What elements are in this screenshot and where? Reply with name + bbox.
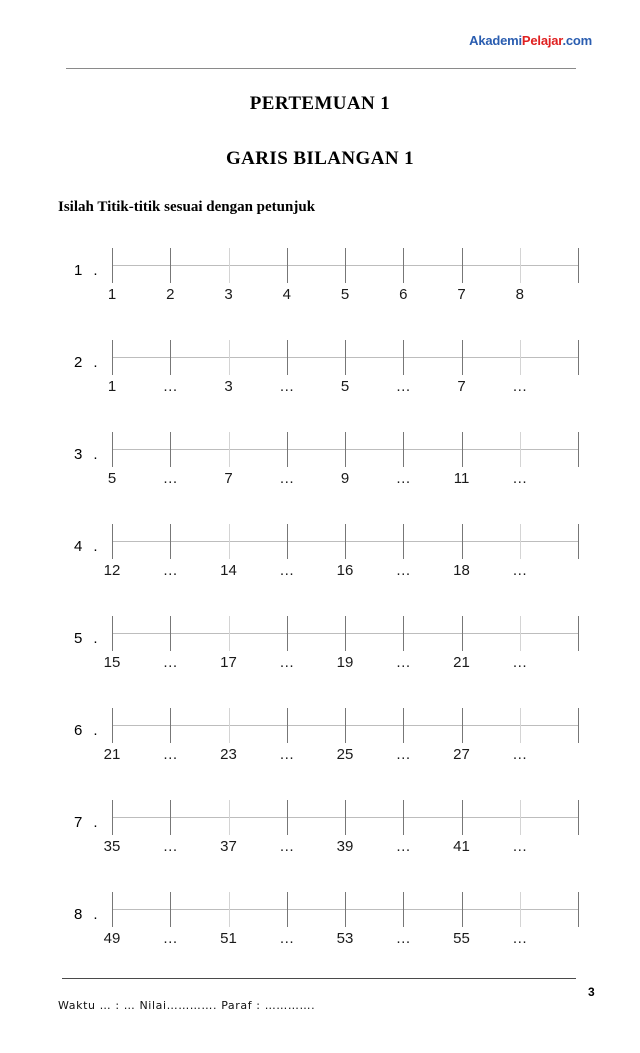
tick-mark [462,248,463,283]
tick-mark [112,432,113,467]
tick-mark [578,248,579,283]
exercise-number-value: 6 [74,722,83,739]
footer-note: Waktu … : … Nilai…………. Paraf : …………. [58,999,316,1012]
tick-mark [578,800,579,835]
tick-label-blank[interactable]: … [279,930,295,947]
tick-mark [462,340,463,375]
exercise-number-value: 5 [74,630,83,647]
exercise-number-value: 3 [74,446,83,463]
tick-mark [229,800,230,835]
tick-mark [229,616,230,651]
tick-mark [403,708,404,743]
tick-mark [229,892,230,927]
logo-part-akademi: Akademi [469,33,522,48]
tick-label: 27 [453,746,470,763]
logo-part-domain: .com [562,33,592,48]
tick-mark [287,892,288,927]
exercise-row [0,516,640,608]
tick-label: 7 [457,378,466,395]
tick-mark [345,892,346,927]
exercise-row [0,700,640,792]
exercise-number [74,906,114,923]
page-number: 3 [588,985,595,999]
instruction-text: Isilah Titik-titik sesuai dengan petunjuk [58,199,316,215]
tick-mark [287,616,288,651]
exercise-row [0,424,640,516]
tick-mark [170,248,171,283]
exercise-number [74,354,114,371]
tick-label: 3 [224,286,233,303]
site-logo [469,33,592,48]
page-title: PERTEMUAN 1 [249,93,391,114]
tick-label-blank[interactable]: … [162,746,178,763]
tick-label-blank[interactable]: … [162,838,178,855]
logo-part-pelajar: Pelajar [521,33,563,48]
tick-mark [287,708,288,743]
tick-label-blank[interactable]: … [512,746,528,763]
tick-label: 14 [220,562,237,579]
tick-label: 11 [453,470,470,487]
tick-label: 15 [103,654,121,671]
tick-label: 6 [399,286,408,303]
tick-mark [170,892,171,927]
tick-mark [112,340,113,375]
tick-label: 1 [107,286,117,303]
tick-mark [462,616,463,651]
tick-mark [345,708,346,743]
tick-mark [345,800,346,835]
exercise-row [0,608,640,700]
tick-mark [578,524,579,559]
number-line [107,240,578,332]
page-subtitle: GARIS BILANGAN 1 [226,148,414,169]
tick-mark [170,524,171,559]
exercise-number-dot: . [93,538,98,555]
tick-mark [520,524,521,559]
tick-label-blank[interactable]: … [512,378,528,395]
tick-label: 35 [103,838,121,855]
exercise-number-value: 2 [74,354,83,371]
number-line [103,608,578,700]
exercise-number [74,538,114,555]
exercise-number-value: 4 [74,538,83,555]
tick-mark [345,432,346,467]
tick-label: 39 [336,838,354,855]
tick-label: 41 [453,838,470,855]
exercise-number-dot: . [93,630,98,647]
tick-mark [520,340,521,375]
number-line [107,424,578,516]
tick-label: 12 [103,562,121,579]
tick-mark [112,892,113,927]
tick-label: 18 [453,562,470,579]
tick-label: 3 [224,378,233,395]
exercise-number-value: 1 [74,262,83,279]
tick-mark [578,616,579,651]
tick-mark [520,708,521,743]
exercise-number-dot: . [93,722,98,739]
exercise-number [74,446,114,463]
tick-mark [170,616,171,651]
tick-label-blank[interactable]: … [512,654,528,671]
tick-mark [229,524,230,559]
tick-mark [403,340,404,375]
exercise-number [74,814,114,831]
tick-label: 21 [453,654,470,671]
header-divider [66,68,576,69]
tick-label: 21 [103,746,121,763]
tick-label-blank[interactable]: … [279,746,295,763]
tick-label-blank[interactable]: … [512,562,528,579]
tick-label-blank[interactable]: … [512,930,528,947]
tick-label-blank[interactable]: … [395,378,411,395]
tick-mark [345,524,346,559]
tick-mark [229,432,230,467]
exercise-row [0,240,640,332]
tick-label: 5 [107,470,117,487]
tick-label: 2 [166,286,175,303]
tick-label: 9 [340,470,350,487]
tick-mark [287,524,288,559]
exercise-number [74,722,114,739]
tick-label: 19 [336,654,354,671]
tick-mark [520,432,521,467]
exercise-row [0,884,640,976]
exercise-number-value: 7 [74,814,83,831]
tick-mark [112,248,113,283]
exercise-number-dot: . [93,814,98,831]
tick-mark [520,616,521,651]
tick-label-blank[interactable]: … [162,654,178,671]
tick-label-blank[interactable]: … [162,470,178,487]
tick-label-blank[interactable]: … [395,930,411,947]
tick-label-blank[interactable]: … [395,654,411,671]
tick-mark [287,340,288,375]
tick-mark [170,432,171,467]
exercise-number [74,262,114,279]
tick-mark [520,248,521,283]
tick-mark [578,892,579,927]
tick-label-blank[interactable]: … [512,470,528,487]
number-line [103,700,578,792]
tick-mark [462,708,463,743]
tick-mark [170,708,171,743]
exercise-number [74,630,114,647]
number-line [107,332,578,424]
exercise-list [0,240,640,976]
tick-label: 51 [220,930,237,947]
number-line [103,884,578,976]
tick-label-blank[interactable]: … [279,838,295,855]
tick-mark [345,340,346,375]
exercise-number-dot: . [93,354,98,371]
tick-mark [170,800,171,835]
tick-mark [462,800,463,835]
exercise-number-dot: . [93,262,98,279]
tick-mark [578,708,579,743]
tick-mark [520,892,521,927]
tick-label-blank[interactable]: … [162,378,178,395]
tick-label-blank[interactable]: … [279,562,295,579]
tick-mark [287,800,288,835]
tick-label: 5 [340,378,350,395]
tick-mark [403,432,404,467]
tick-label-blank[interactable]: … [162,930,178,947]
tick-label-blank[interactable]: … [395,562,411,579]
exercise-number-value: 8 [74,906,83,923]
exercise-number-dot: . [93,446,98,463]
tick-mark [112,800,113,835]
tick-mark [403,800,404,835]
tick-mark [403,524,404,559]
tick-label-blank[interactable]: … [512,838,528,855]
tick-mark [229,340,230,375]
tick-mark [462,892,463,927]
tick-mark [112,708,113,743]
tick-label: 49 [103,930,121,947]
tick-mark [403,892,404,927]
tick-mark [287,248,288,283]
tick-mark [287,432,288,467]
tick-mark [403,248,404,283]
tick-label: 5 [340,286,350,303]
tick-label: 7 [457,286,466,303]
tick-mark [462,524,463,559]
tick-label: 17 [220,654,237,671]
tick-label-blank[interactable]: … [162,562,178,579]
tick-label: 8 [515,286,524,303]
tick-label: 16 [336,562,354,579]
tick-mark [578,340,579,375]
tick-label-blank[interactable]: … [395,470,411,487]
tick-label: 23 [220,746,237,763]
tick-mark [229,708,230,743]
tick-label-blank[interactable]: … [279,470,295,487]
tick-label: 37 [220,838,237,855]
tick-label-blank[interactable]: … [279,378,295,395]
tick-mark [578,432,579,467]
exercise-row [0,792,640,884]
tick-label: 1 [107,378,117,395]
tick-label: 4 [282,286,291,303]
tick-mark [112,616,113,651]
footer-divider [62,978,576,979]
number-line [103,516,578,608]
tick-label: 53 [336,930,354,947]
tick-label: 55 [453,930,470,947]
tick-mark [229,248,230,283]
tick-mark [345,616,346,651]
tick-mark [345,248,346,283]
tick-mark [403,616,404,651]
tick-label-blank[interactable]: … [279,654,295,671]
tick-label: 25 [336,746,354,763]
number-line [103,792,578,884]
tick-mark [462,432,463,467]
tick-mark [520,800,521,835]
tick-label-blank[interactable]: … [395,746,411,763]
tick-label: 7 [224,470,233,487]
tick-label-blank[interactable]: … [395,838,411,855]
tick-mark [170,340,171,375]
exercise-number-dot: . [93,906,98,923]
tick-mark [112,524,113,559]
exercise-row [0,332,640,424]
